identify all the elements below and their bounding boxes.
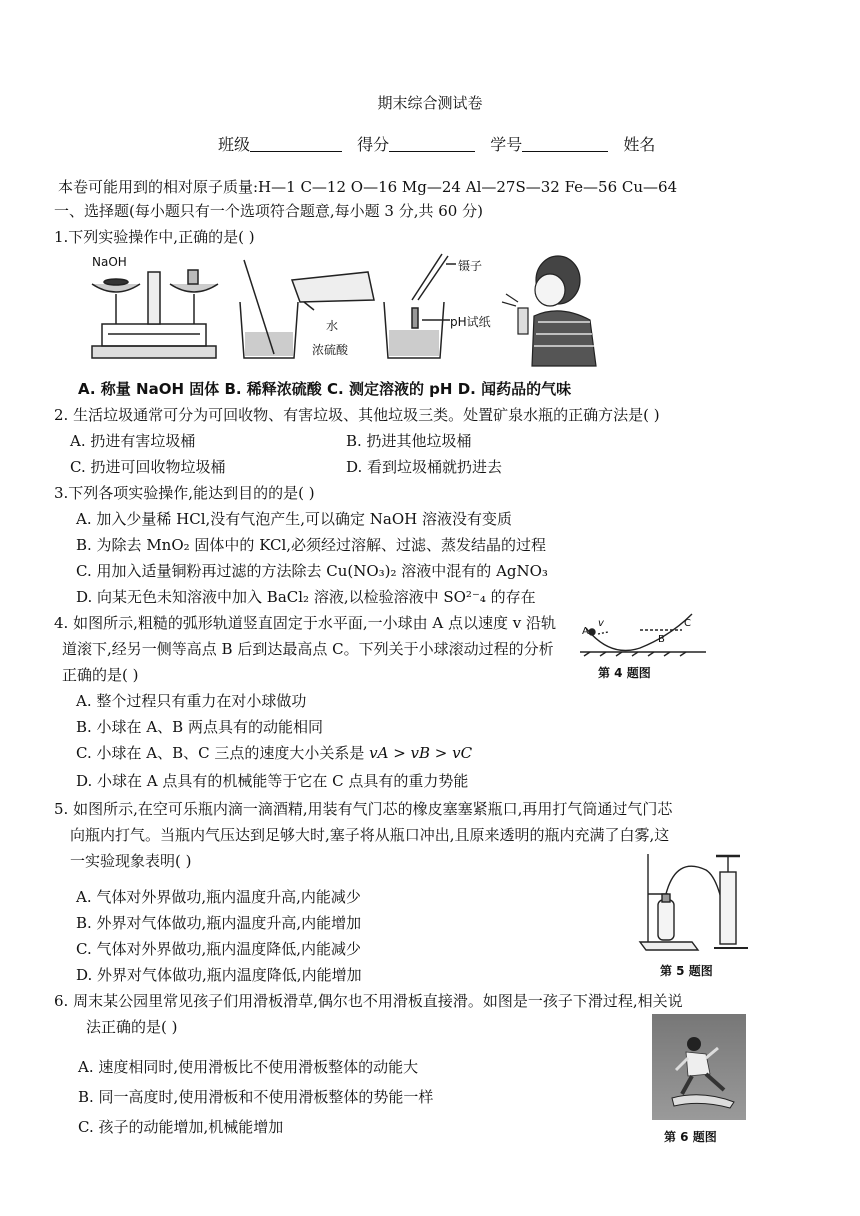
q4-option-d[interactable]: D. 小球在 A 点具有的机械能等于它在 C 点具有的重力势能 bbox=[76, 772, 469, 790]
water-label: 水 bbox=[326, 319, 339, 333]
q6-line-1: 6. 周末某公园里常见孩子们用滑板滑草,偶尔也不用滑板直接滑。如图是一孩子下滑过程,相关说 bbox=[54, 992, 683, 1010]
q6-option-c[interactable]: C. 孩子的动能增加,机械能增加 bbox=[78, 1118, 284, 1136]
q5-figure bbox=[636, 850, 756, 960]
page-title: 期末综合测试卷 bbox=[377, 94, 483, 112]
point-b-label: B bbox=[658, 634, 665, 645]
section-heading: 一、选择题(每小题只有一个选项符合题意,每小题 3 分,共 60 分) bbox=[54, 202, 483, 220]
q5-figure-caption: 第 5 题图 bbox=[660, 964, 713, 978]
q1-figure bbox=[78, 250, 638, 370]
q6-figure bbox=[652, 1014, 746, 1120]
q4-option-b[interactable]: B. 小球在 A、B 两点具有的动能相同 bbox=[76, 718, 323, 736]
q4-figure-caption: 第 4 题图 bbox=[598, 666, 651, 680]
naoh-label: NaOH bbox=[92, 255, 127, 269]
q1-captions: A. 称量 NaOH 固体 B. 稀释浓硫酸 C. 测定溶液的 pH D. 闻药品的气味 bbox=[78, 380, 572, 398]
ph-paper-label: pH试纸 bbox=[450, 315, 491, 329]
q5-option-b[interactable]: B. 外界对气体做功,瓶内温度升高,内能增加 bbox=[76, 914, 362, 932]
point-a-label: A bbox=[582, 626, 589, 637]
q5-line-1: 5. 如图所示,在空可乐瓶内滴一滴酒精,用装有气门芯的橡皮塞塞紧瓶口,再用打气筒通过气门芯 bbox=[54, 800, 673, 818]
q3-stem: 3.下列各项实验操作,能达到目的的是( ) bbox=[54, 484, 315, 502]
score-label: 得分 bbox=[357, 135, 390, 154]
balance-illustration bbox=[92, 270, 218, 358]
beaker-c-illustration bbox=[384, 254, 456, 358]
q4-option-c-formula: vA > vB > vC bbox=[369, 744, 473, 762]
name-label: 姓名 bbox=[623, 135, 656, 154]
q4-line-3: 正确的是( ) bbox=[62, 666, 139, 684]
q5-option-d[interactable]: D. 外界对气体做功,瓶内温度降低,内能增加 bbox=[76, 966, 362, 984]
q4-option-a[interactable]: A. 整个过程只有重力在对小球做功 bbox=[76, 692, 307, 710]
sledding-child-photo bbox=[652, 1014, 746, 1120]
q6-figure-caption: 第 6 题图 bbox=[664, 1130, 717, 1144]
q3-option-c[interactable]: C. 用加入适量铜粉再过滤的方法除去 Cu(NO₃)₂ 溶液中混有的 AgNO₃ bbox=[76, 562, 548, 580]
q3-option-d[interactable]: D. 向某无色未知溶液中加入 BaCl₂ 溶液,以检验溶液中 SO²⁻₄ 的存在 bbox=[76, 588, 536, 606]
q5-option-a[interactable]: A. 气体对外界做功,瓶内温度升高,内能减少 bbox=[76, 888, 361, 906]
q3-option-b[interactable]: B. 为除去 MnO₂ 固体中的 KCl,必须经过溶解、过滤、蒸发结晶的过程 bbox=[76, 536, 547, 554]
q2-option-b[interactable]: B. 扔进其他垃圾桶 bbox=[346, 432, 472, 450]
q6-line-2: 法正确的是( ) bbox=[86, 1018, 178, 1036]
q4-option-c-text: C. 小球在 A、B、C 三点的速度大小关系是 bbox=[76, 744, 370, 762]
acid-label: 浓硫酸 bbox=[312, 343, 349, 357]
q2-option-d[interactable]: D. 看到垃圾桶就扔进去 bbox=[346, 458, 503, 476]
q3-option-a[interactable]: A. 加入少量稀 HCl,没有气泡产生,可以确定 NaOH 溶液没有变质 bbox=[76, 510, 513, 528]
q4-option-c[interactable] bbox=[76, 742, 472, 763]
score-blank[interactable] bbox=[389, 137, 475, 152]
pump-bottle-illustration bbox=[640, 854, 748, 950]
q4-line-2: 道滚下,经另一侧等高点 B 后到达最高点 C。下列关于小球滚动过程的分析 bbox=[62, 640, 554, 658]
velocity-label: v bbox=[598, 618, 604, 629]
q1-stem: 1.下列实验操作中,正确的是( ) bbox=[54, 228, 255, 246]
q2-stem: 2. 生活垃圾通常可分为可回收物、有害垃圾、其他垃圾三类。处置矿泉水瓶的正确方法是( ) bbox=[54, 406, 660, 424]
q2-option-c[interactable]: C. 扔进可回收物垃圾桶 bbox=[70, 458, 226, 476]
id-label: 学号 bbox=[490, 135, 523, 154]
class-label: 班级 bbox=[218, 135, 251, 154]
atomic-masses: 本卷可能用到的相对原子质量:H—1 C—12 O—16 Mg—24 Al—27S—32 Fe—56 Cu—64 bbox=[58, 178, 678, 196]
beaker-b-illustration bbox=[240, 260, 374, 358]
q5-line-3: 一实验现象表明( ) bbox=[70, 852, 192, 870]
q2-option-a[interactable]: A. 扔进有害垃圾桶 bbox=[70, 432, 196, 450]
student-info-row bbox=[218, 132, 655, 155]
q4-line-1: 4. 如图所示,粗糙的弧形轨道竖直固定于水平面,一小球由 A 点以速度 v 沿轨 bbox=[54, 614, 556, 632]
person-illustration bbox=[502, 256, 596, 366]
q6-option-a[interactable]: A. 速度相同时,使用滑板比不使用滑板整体的动能大 bbox=[78, 1058, 419, 1076]
id-blank[interactable] bbox=[522, 137, 608, 152]
q5-option-c[interactable]: C. 气体对外界做功,瓶内温度降低,内能减少 bbox=[76, 940, 362, 958]
q5-line-2: 向瓶内打气。当瓶内气压达到足够大时,塞子将从瓶口冲出,且原来透明的瓶内充满了白雾,这 bbox=[70, 826, 670, 844]
point-c-label: C bbox=[684, 618, 691, 629]
class-blank[interactable] bbox=[250, 137, 342, 152]
q6-option-b[interactable]: B. 同一高度时,使用滑板和不使用滑板整体的势能一样 bbox=[78, 1088, 434, 1106]
tweezers-label: 镊子 bbox=[458, 259, 483, 273]
